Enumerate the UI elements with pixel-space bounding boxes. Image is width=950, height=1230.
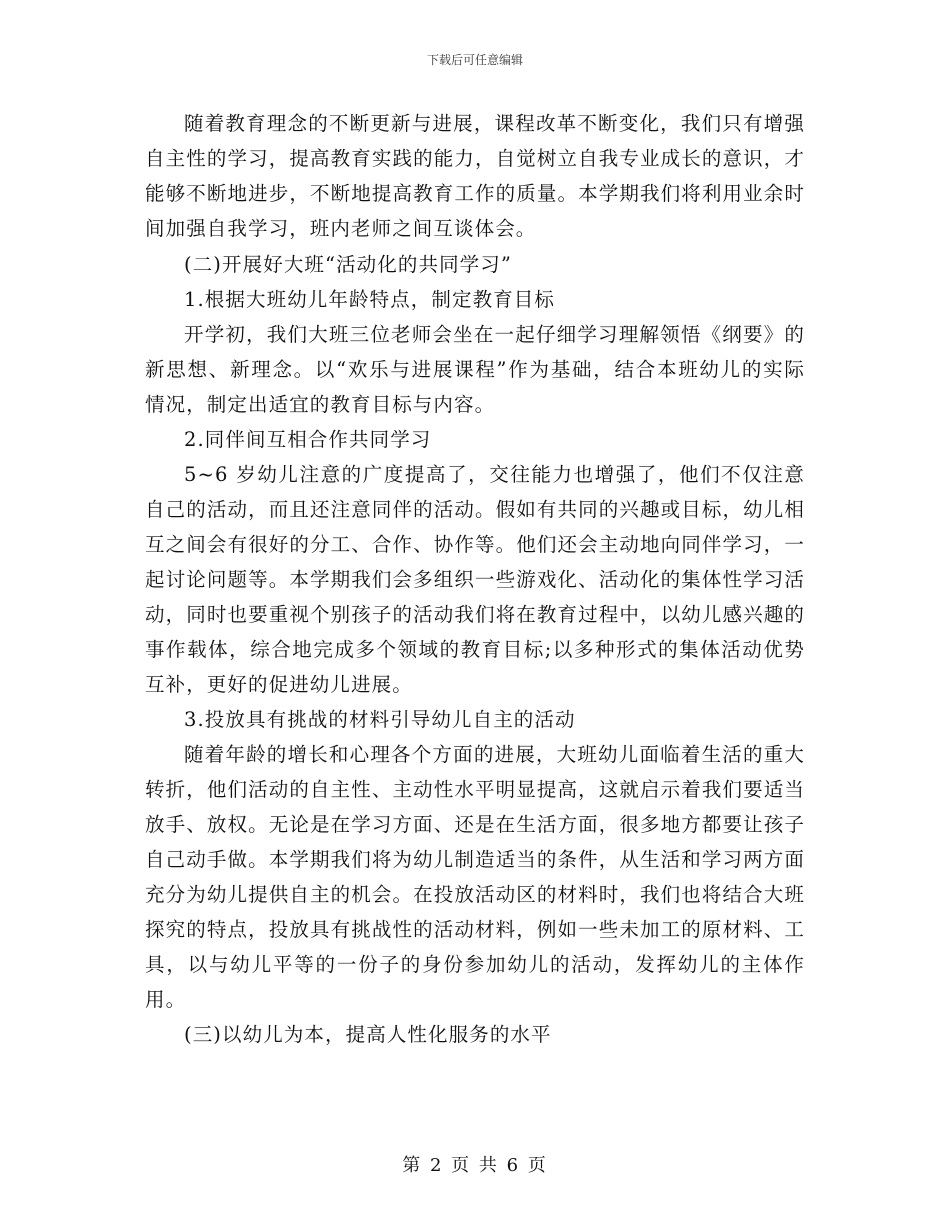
subsection-heading-1: 1.根据大班幼儿年龄特点，制定教育目标 [184,288,556,311]
page-footer [0,1155,950,1177]
footer-page-number: 2 [429,1155,444,1176]
section-heading-2: (二)开展好大班“活动化的共同学习” [184,253,512,276]
subsection-heading-3: 3.投放具有挑战的材料引导幼儿自主的活动 [184,708,576,731]
paragraph-peer-learning: 5~6 岁幼儿注意的广度提高了，交往能力也增强了，他们不仅注意自己的活动，而且还注意同伴的活动。假如有共同的兴趣或目标，幼儿相互之间会有很好的分工、合作、协作等。他们还会主动地向同伴学习，一起讨论问题等。本学期我们会多组织一些游戏化、活动化的集体性学习活动，同时也要重视个别孩子的活动我们将在教育过程中，以幼儿感兴趣的事作载体，综合地完成多个领域的教育目标;以多种形式的集体活动优势互补，更好的促进幼儿进展。 [145,463,805,696]
footer-total-pages: 6 [506,1155,521,1176]
document-body [145,106,805,1052]
paragraph-goals: 开学初，我们大班三位老师会坐在一起仔细学习理解领悟《纲要》的新思想、新理念。以“欢乐与进展课程”作为基础，结合本班幼儿的实际情况，制定出适宜的教育目标与内容。 [145,323,805,416]
paragraph-materials: 随着年龄的增长和心理各个方面的进展，大班幼儿面临着生活的重大转折，他们活动的自主性、主动性水平明显提高，这就启示着我们要适当放手、放权。无论是在学习方面、还是在生活方面，很多地方都要让孩子自己动手做。本学期我们将为幼儿制造适当的条件，从生活和学习两方面充分为幼儿提供自主的机会。在投放活动区的材料时，我们也将结合大班探究的特点，投放具有挑战性的活动材料，例如一些未加工的原材料、工具，以与幼儿平等的一份子的身份参加幼儿的活动，发挥幼儿的主体作用。 [145,743,805,1011]
page-header: 下载后可任意编辑 [426,53,523,67]
footer-suffix: 页 [527,1155,548,1176]
subsection-heading-2: 2.同伴间互相合作共同学习 [184,428,432,451]
section-heading-3: (三)以幼儿为本，提高人性化服务的水平 [184,1023,552,1046]
paragraph-intro: 随着教育理念的不断更新与进展，课程改革不断变化，我们只有增强自主性的学习，提高教育实践的能力，自觉树立自我专业成长的意识，才能够不断地进步，不断地提高教育工作的质量。本学期我们将利用业余时间加强自我学习，班内老师之间互谈体会。 [145,112,805,240]
footer-prefix: 第 [402,1155,423,1176]
footer-mid: 页 共 [451,1155,499,1176]
